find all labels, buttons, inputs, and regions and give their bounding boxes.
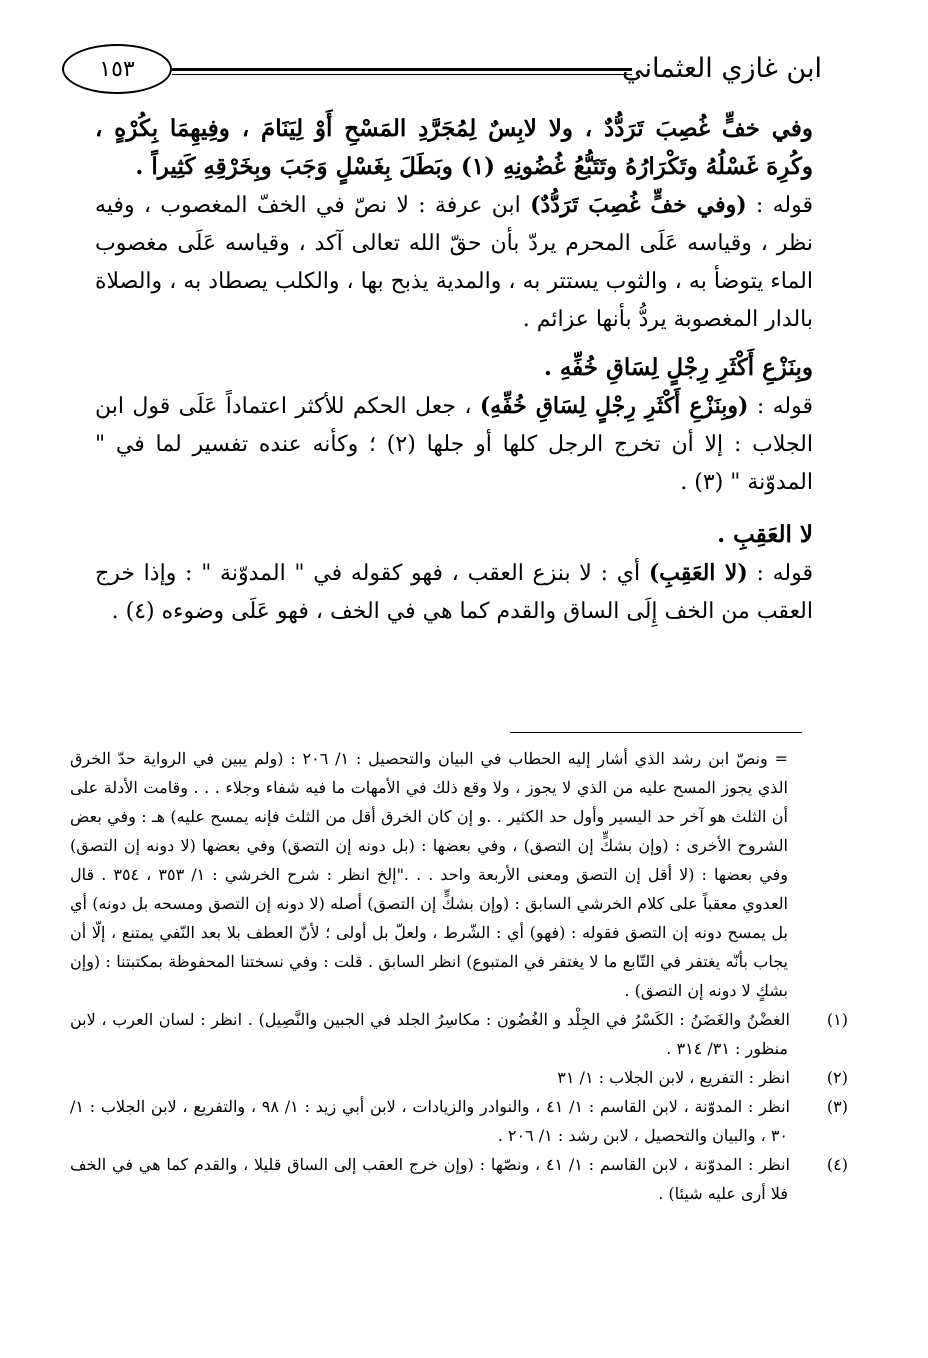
commentary-lead: قوله : bbox=[747, 561, 814, 586]
page-header bbox=[62, 38, 822, 108]
footnote-text: ونصّ ابن رشد الذي أشار إليه الحطاب في البيان والتحصيل : ١/ ٢٠٦ : (ولم يبين في الرواية حدّ الخرق الذي يجوز المسح عليه من الذي لا يجوز ، ولا وقع ذلك في الأمهات ما فيه شفاء وجلاء . . . وقامت الأدلة على أن الثلث هو آخر حد اليسير وأول حد الكثير . .و إن كان الخرق أقل من الثلث فإنه يمسح عليه) هـ : وفي بعض الشروح الأخرى : (وإن بشكٍّ إن التصق) ، وفي بعضها : (بل دونه إن التصق) وفي بعضها (لا دونه إن التصق) وفي بعضها : (لا أقل إن التصق ومعنى الأربعة واحد . . ."إلخ انظر : شرح الخرشي : ١/ ٣٥٣ ، ٣٥٤ . قال العدوي معقباً على كلام الخرشي السابق : (وإن بشكٍّ إن التصق) أصله (لا دونه إن التصق ومسحه بل دونه) أي بل يمسح دونه إن التصق فقوله : (فهو) أي : الشّرط ، ولعلّ بل أولى ؛ لأنّ العطف بلا بعد النّفي يمتنع ، إلّا أن يجاب بأنّه يغتفر في التّابع ما لا يغتفر في المتبوع) انظر السابق . قلت : وفي نسختنا المحفوظة بمكتبتنا : (وإن بشكٍ لا دونه إن التصق) . bbox=[70, 749, 789, 1000]
commentary-body: ابن عرفة : لا نصّ في الخفّ المغصوب ، وفيه نظر ، وقياسه عَلَى المحرم يردّ بأن حقّ الله تعالى آكد ، وقياسه عَلَى مغصوب الماء يتوضأ به ، والثوب يستتر به ، والمدية يذبح بها ، والكلب يصطاد به ، والصلاة بالدار المغصوبة يردُّ بأنها عزائم . bbox=[95, 193, 813, 332]
main-text bbox=[95, 110, 813, 631]
footnote-marker: (٤) bbox=[826, 1155, 848, 1174]
footnote-text: انظر : التفريع ، لابن الجلاب : ١/ ٣١ bbox=[557, 1068, 790, 1087]
footnote-1 bbox=[70, 1005, 848, 1063]
continuation-marker: = bbox=[774, 749, 789, 768]
commentary-body: أي : لا بنزع العقب ، فهو كقوله في " المدوّنة " : وإذا خرج العقب من الخف إِلَى الساق والقدم كما هي في الخف ، فهو عَلَى وضوءه (٤) . bbox=[95, 561, 813, 624]
commentary-paragraph-1 bbox=[95, 186, 813, 339]
commentary-body: ، جعل الحكم للأكثر اعتماداً عَلَى قول ابن الجلاب : إلا أن تخرج الرجل كلها أو جلها (٢) ؛ وكأنه عنده تفسير لما في " المدوّنة " (٣) . bbox=[95, 394, 813, 495]
footnote-text: الغضْنُ والغَضَنُ : الكَسْرُ في الجِلْد و الغُضُون : مكاسِرُ الجلد في الجبين والنَّصِيل) . انظر : لسان العرب ، لابن منظور : ٣١/ ٣١٤ . bbox=[70, 1010, 790, 1058]
commentary-lead: قوله : bbox=[746, 193, 813, 218]
commentary-paragraph-3 bbox=[95, 554, 813, 631]
footnote-4 bbox=[70, 1150, 848, 1208]
matn-passage-3: لا العَقِبِ . bbox=[717, 521, 813, 548]
matn-passage-1: وفي خفٍّ غُصِبَ تَرَدُّدٌ ، ولا لابِسٌ لِمُجَرَّدِ المَسْحِ أَوْ لِيَنَامَ ، وفِيهِمَا بِكُرْهٍ ، وكُرِهَ غَسْلُهُ وتَكْرَارُهُ وتَتَبُّعُ غُضُونِهِ (١) وبَطَلَ بِغَسْلٍ وَجَبَ وبِخَرْقِهِ كَثِيراً . bbox=[95, 115, 813, 180]
footnote-marker: (٣) bbox=[826, 1097, 848, 1116]
footnote-text: انظر : المدوّنة ، لابن القاسم : ١/ ٤١ ، والنوادر والزيادات ، لابن أبي زيد : ١/ ٩٨ ، والتفريع ، لابن الجلاب : ١/ ٣٠ ، والبيان والتحصيل ، لابن رشد : ١/ ٢٠٦ . bbox=[70, 1097, 790, 1145]
footnote-separator bbox=[510, 732, 802, 733]
running-title: ابن غازي العثماني bbox=[621, 53, 822, 84]
commentary-lead: قوله : bbox=[748, 394, 814, 419]
commentary-quote: (وبِنَزْعِ أَكْثَرِ رِجْلٍ لِسَاقِ خُفِّهِ) bbox=[479, 393, 749, 419]
commentary-paragraph-2 bbox=[95, 387, 813, 502]
footnotes bbox=[70, 744, 848, 1208]
commentary-quote: (لا العَقِبِ) bbox=[648, 560, 748, 586]
header-rule bbox=[172, 68, 632, 71]
page-number-oval bbox=[62, 44, 172, 94]
commentary-quote: (وفي خفٍّ غُصِبَ تَرَدُّدٌ) bbox=[530, 192, 747, 218]
header-rule-thin bbox=[172, 74, 632, 75]
footnote-marker: (٢) bbox=[826, 1068, 848, 1087]
footnote-2 bbox=[70, 1063, 848, 1092]
footnote-text: انظر : المدوّنة ، لابن القاسم : ١/ ٤١ ، ونصّها : (وإن خرج العقب إلى الساق قليلا ، والقدم كما هي في الخف فلا أرى عليه شيئا) . bbox=[70, 1155, 790, 1203]
footnote-continuation bbox=[70, 744, 818, 1005]
page-number: ١٥٣ bbox=[99, 56, 135, 82]
matn-passage-2: وبِنَزْعِ أَكْثَرِ رِجْلٍ لِسَاقِ خُفِّهِ . bbox=[543, 354, 813, 381]
footnote-marker: (١) bbox=[826, 1010, 848, 1029]
footnote-3 bbox=[70, 1092, 848, 1150]
